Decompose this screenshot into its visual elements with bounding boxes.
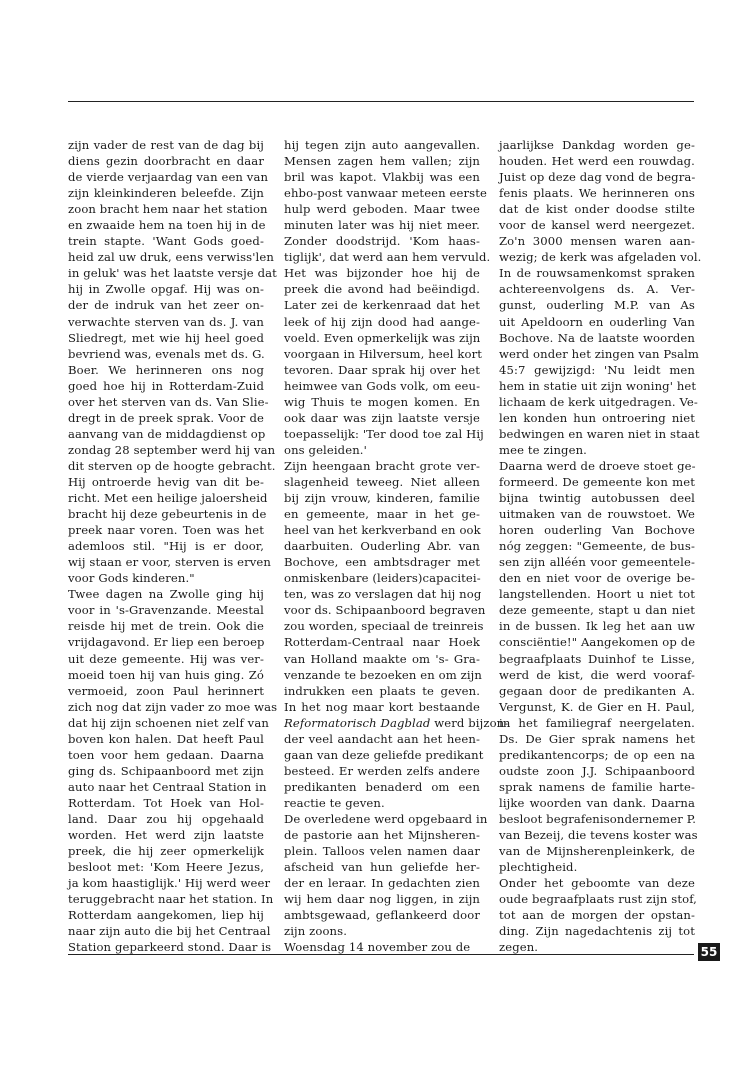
text-line: Sliedregt, met wie hij heel goed	[68, 330, 264, 345]
text-column-2	[284, 137, 509, 955]
text-line: langstellenden. Hoort u niet tot	[499, 587, 695, 602]
text-line: minuten later was hij niet meer.	[284, 218, 480, 233]
text-line: hem in statie uit zijn woning' het	[499, 378, 697, 393]
text-line: trein stapte. 'Want Gods goed-	[68, 234, 264, 249]
text-line: wij hem daar nog liggen, in zijn	[284, 892, 480, 907]
text-line: vermoeid, zoon Paul herinnert	[68, 683, 264, 698]
text-line: voor Gods kinderen."	[68, 571, 195, 586]
text-line: gegaan door de predikanten A.	[499, 683, 695, 698]
text-line: ademloos stil. "Hij is er door,	[68, 539, 264, 554]
text-line: bedwingen en waren niet in staat	[499, 426, 700, 441]
text-line: auto naar het Centraal Station in	[68, 779, 267, 794]
text-line: indrukken een plaats te geven.	[284, 683, 480, 698]
text-line: Juist op deze dag vond de begra-	[499, 170, 696, 185]
text-line: predikantencorps; de op een na	[499, 747, 695, 762]
text-line: Zonder doodstrijd. 'Kom haas-	[284, 234, 480, 249]
text-line: ambtsgewaad, geflankeerd door	[284, 908, 480, 923]
text-line: voeld. Even opmerkelijk was zijn	[284, 330, 481, 345]
text-line: ging ds. Schipaanboord met zijn	[68, 763, 264, 778]
text-line: Mensen zagen hem vallen; zijn	[284, 154, 480, 169]
text-line: toen voor hem gedaan. Daarna	[68, 747, 264, 762]
text-line: bevriend was, evenals met ds. G.	[68, 346, 265, 361]
text-line: Onder het geboomte van deze	[499, 876, 695, 891]
text-line: voorgaan in Hilversum, heel kort	[284, 346, 483, 361]
text-line: ja kom haastiglijk.' Hij werd weer	[68, 876, 271, 891]
text-line: zijn kleinkinderen beleefde. Zijn	[68, 186, 264, 201]
text-line: heel van het kerkverband en ook	[284, 523, 481, 538]
text-line: Boer. We herinneren ons nog	[68, 362, 264, 377]
text-line: en gemeente, maar in het ge-	[284, 507, 480, 522]
text-line: werd onder het zingen van Psalm	[499, 346, 700, 361]
text-line: sprak namens de familie harte-	[499, 779, 695, 794]
text-line: bij zijn vrouw, kinderen, familie	[284, 491, 480, 506]
text-line: leek of hij zijn dood had aange-	[284, 314, 480, 329]
text-line: goed hoe hij in Rotterdam-Zuid	[68, 378, 264, 393]
text-line: achtereenvolgens ds. A. Ver-	[499, 282, 695, 297]
text-line: afscheid van hun geliefde her-	[284, 860, 480, 875]
text-line: horen ouderling Van Bochove	[499, 523, 695, 538]
text-line: preek die avond had beëindigd.	[284, 282, 480, 297]
text-line: Vergunst, K. de Gier en H. Paul,	[499, 699, 695, 714]
text-line: onmiskenbare (leiders)capacitei-	[284, 571, 481, 586]
text-line: Woensdag 14 november zou de	[284, 940, 471, 955]
text-line: teruggebracht naar het station. In	[68, 892, 274, 907]
text-line: consciëntie!" Aangekomen op de	[499, 635, 696, 650]
text-line: vrijdagavond. Er liep een beroep	[68, 635, 265, 650]
text-line: ons geleiden.'	[284, 442, 367, 457]
text-line: lijke woorden van dank. Daarna	[499, 795, 695, 810]
text-line: Station geparkeerd stond. Daar is	[68, 940, 272, 955]
text-line: van Holland maakte om 's- Gra-	[284, 651, 480, 666]
text-line: formeerd. De gemeente kon met	[499, 474, 695, 489]
text-line: Bochove. Na de laatste woorden	[499, 330, 695, 345]
text-line: hij tegen zijn auto aangevallen.	[284, 138, 480, 152]
text-line: hulp werd geboden. Maar twee	[284, 202, 480, 217]
text-line: richt. Met een heilige jaloersheid	[68, 491, 268, 506]
text-line: hij in Zwolle opgaf. Hij was on-	[68, 282, 264, 297]
text-line: van de Mijnsherenpleinkerk, de	[499, 844, 695, 859]
text-line: Reformatorisch Dagblad werd bijzon-	[284, 715, 509, 730]
text-line: Zo'n 3000 mensen waren aan-	[499, 234, 695, 249]
text-line: Rotterdam aangekomen, liep hij	[68, 908, 264, 923]
text-line: zijn vader de rest van de dag bij	[68, 138, 264, 152]
text-line: wig Thuis te mogen komen. En	[284, 394, 480, 409]
text-line: over het sterven van ds. Van Slie-	[68, 394, 269, 409]
text-line: en zwaaide hem na toen hij in de	[68, 218, 266, 233]
text-line: in de bussen. Ik leg het aan uw	[499, 619, 695, 634]
text-line: dat hij zijn schoenen niet zelf van	[68, 715, 269, 730]
text-line: preek, die hij zeer opmerkelijk	[68, 844, 264, 859]
text-line: plein. Talloos velen namen daar	[284, 844, 480, 859]
text-line: Bochove, een ambtsdrager met	[284, 555, 480, 570]
text-line: de pastorie aan het Mijnsheren-	[284, 828, 480, 843]
text-line: besloot met: 'Kom Heere Jezus,	[68, 860, 264, 875]
text-line: wij staan er voor, sterven is erven	[68, 555, 271, 570]
text-line: fenis plaats. We herinneren ons	[499, 186, 695, 201]
text-line: werd de kist, die werd vooraf-	[499, 667, 695, 682]
text-line: zijn zoons.	[284, 924, 348, 939]
text-line: daarbuiten. Ouderling Abr. van	[284, 539, 480, 554]
text-line: mee te zingen.	[499, 442, 587, 457]
text-line: der veel aandacht aan het heen-	[284, 731, 480, 746]
text-line: Rotterdam. Tot Hoek van Hol-	[68, 795, 264, 810]
text-line: oudste zoon J.J. Schipaanboord	[499, 763, 695, 778]
top-rule	[68, 101, 694, 102]
text-line: Daarna werd de droeve stoet ge-	[499, 458, 696, 473]
text-line: worden. Het werd zijn laatste	[68, 828, 264, 843]
text-line: van Bezeij, die tevens koster was	[499, 828, 698, 843]
text-line: tot aan de morgen der opstan-	[499, 908, 695, 923]
text-line: zegen.	[499, 940, 539, 955]
text-line: sen zijn alléén voor gemeentele-	[499, 555, 695, 570]
text-line: bracht hij deze gebeurtenis in de	[68, 507, 267, 522]
text-line: de vierde verjaardag van een van	[68, 170, 269, 185]
text-line: venzande te bezoeken en om zijn	[284, 667, 482, 682]
text-line: besloot begrafenisondernemer P.	[499, 811, 697, 826]
text-line: voor de kansel werd neergezet.	[499, 218, 695, 233]
text-line: zondag 28 september werd hij van	[68, 442, 276, 457]
text-line: In de rouwsamenkomst spraken	[499, 266, 695, 281]
text-line: naar zijn auto die bij het Centraal	[68, 924, 271, 939]
text-line: predikanten benaderd om een	[284, 779, 480, 794]
text-line: der en leraar. In gedachten zien	[284, 876, 480, 891]
text-line: uitmaken van de rouwstoet. We	[499, 507, 695, 522]
text-line: voor ds. Schipaanboord begraven	[284, 603, 486, 618]
text-line: len konden hun ontroering niet	[499, 410, 695, 425]
text-line: In het nog maar kort bestaande	[284, 699, 480, 714]
text-line: Rotterdam-Centraal naar Hoek	[284, 635, 480, 650]
text-line: heimwee van Gods volk, om eeu-	[284, 378, 481, 393]
text-line: dregt in de preek sprak. Voor de	[68, 410, 264, 425]
text-line: heid zal uw druk, eens verwiss'len	[68, 250, 274, 265]
text-line: moeid toen hij van huis ging. Zó	[68, 667, 264, 682]
text-column-3	[499, 137, 702, 955]
text-line: slagenheid teweeg. Niet alleen	[284, 474, 480, 489]
text-line: bril was kapot. Vlakbij was een	[284, 170, 480, 185]
text-line: wezig; de kerk was afgeladen vol.	[499, 250, 702, 265]
text-line: 45:7 gewijzigd: 'Nu leidt men	[499, 362, 695, 377]
text-line: dat de kist onder doodse stilte	[499, 202, 695, 217]
text-line: Later zei de kerkenraad dat het	[284, 298, 480, 313]
text-line: in geluk' was het laatste versje dat	[68, 266, 277, 281]
text-line: uit deze gemeente. Hij was ver-	[68, 651, 264, 666]
text-line: ding. Zijn nagedachtenis zij tot	[499, 924, 695, 939]
text-line: gaan van deze geliefde predikant	[284, 747, 484, 762]
text-line: diens gezin doorbracht en daar	[68, 154, 264, 169]
text-line: houden. Het werd een rouwdag.	[499, 154, 695, 169]
text-line: zoon bracht hem naar het station	[68, 202, 268, 217]
text-column-1	[68, 137, 278, 955]
text-line: land. Daar zou hij opgehaald	[68, 811, 264, 826]
text-line: bijna twintig autobussen deel	[499, 491, 695, 506]
text-line: tevoren. Daar sprak hij over het	[284, 362, 480, 377]
text-line: Twee dagen na Zwolle ging hij	[68, 587, 264, 602]
text-line: besteed. Er werden zelfs andere	[284, 763, 480, 778]
text-line: verwachte sterven van ds. J. van	[68, 314, 264, 329]
text-line: De overledene werd opgebaard in	[284, 811, 488, 826]
page-number: 55	[698, 943, 720, 961]
text-line: preek naar voren. Toen was het	[68, 523, 264, 538]
bottom-rule	[68, 954, 694, 955]
text-line: zich nog dat zijn vader zo moe was	[68, 699, 278, 714]
text-line: tiglijk', dat werd aan hem vervuld.	[284, 250, 491, 265]
text-line: Ds. De Gier sprak namens het	[499, 731, 695, 746]
text-line: Hij ontroerde hevig van dit be-	[68, 474, 264, 489]
text-line: nóg zeggen: "Gemeente, de bus-	[499, 539, 695, 554]
text-line: plechtigheid.	[499, 860, 578, 875]
text-line: uit Apeldoorn en ouderling Van	[499, 314, 695, 329]
text-line: ten, was zo verslagen dat hij nog	[284, 587, 482, 602]
text-line: Zijn heengaan bracht grote ver-	[284, 458, 480, 473]
text-line: aanvang van de middagdienst op	[68, 426, 266, 441]
text-line: der de indruk van het zeer on-	[68, 298, 264, 313]
text-line: toepasselijk: 'Ter dood toe zal Hij	[284, 426, 484, 441]
text-line: ook daar was zijn laatste versje	[284, 410, 480, 425]
text-line: oude begraafplaats rust zijn stof,	[499, 892, 697, 907]
text-line: boven kon halen. Dat heeft Paul	[68, 731, 264, 746]
text-line: begraafplaats Duinhof te Lisse,	[499, 651, 695, 666]
text-line: in het familiegraf neergelaten.	[499, 715, 695, 730]
text-line: reisde hij met de trein. Ook die	[68, 619, 264, 634]
text-line: gunst, ouderling M.P. van As	[499, 298, 695, 313]
text-line: Het was bijzonder hoe hij de	[284, 266, 480, 281]
text-line: reactie te geven.	[284, 795, 385, 810]
text-line: ehbo-post vanwaar meteen eerste	[284, 186, 487, 201]
text-line: deze gemeente, stapt u dan niet	[499, 603, 695, 618]
text-line: jaarlijkse Dankdag worden ge-	[499, 138, 695, 152]
text-line: lichaam de kerk uitgedragen. Ve-	[499, 394, 698, 409]
text-line: den en niet voor de overige be-	[499, 571, 695, 586]
text-line: dit sterven op de hoogte gebracht.	[68, 458, 276, 473]
text-line: voor in 's-Gravenzande. Meestal	[68, 603, 264, 618]
text-line: zou worden, speciaal de treinreis	[284, 619, 484, 634]
